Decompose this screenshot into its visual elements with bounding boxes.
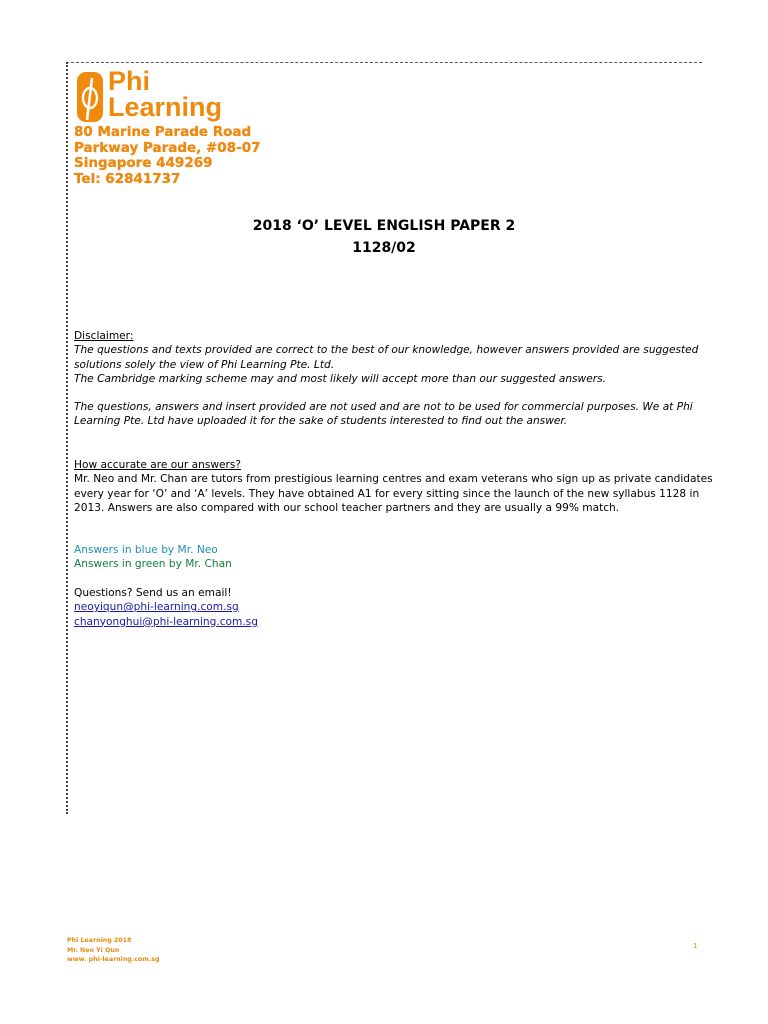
address-phone: Tel: 62841737	[74, 170, 181, 187]
contact-prompt: Questions? Send us an email!	[74, 587, 232, 599]
answer-legend	[74, 543, 714, 572]
disclaimer-heading: Disclaimer:	[74, 330, 134, 342]
contact-section	[74, 586, 714, 629]
accuracy-heading: How accurate are our answers?	[74, 459, 242, 471]
footer-line-2: Mr. Neo Yi Qun	[67, 946, 120, 954]
logo-wordmark	[108, 68, 222, 120]
page-border-top	[66, 62, 702, 63]
legend-green: Answers in green by Mr. Chan	[74, 558, 232, 571]
email-link-chan[interactable]: chanyonghui@phi-learning.com.sg	[74, 615, 258, 628]
address-line: 80 Marine Parade Road	[74, 124, 252, 140]
address-line: Parkway Parade, #08-07	[74, 139, 261, 156]
disclaimer-para-3: The questions, answers and insert provided are not used and are not to be used for commercial purposes. We at Phi Learning Pte. Ltd have uploaded it for the sake of students interested to find out the answer.	[74, 401, 693, 428]
email-link-neo[interactable]: neoyiqun@phi-learning.com.sg	[74, 601, 239, 614]
address-block	[74, 125, 261, 187]
accuracy-section	[74, 458, 714, 515]
document-title: 2018 ‘O’ LEVEL ENGLISH PAPER 2	[252, 218, 516, 234]
logo-line-1: Phi	[108, 66, 151, 96]
legend-blue: Answers in blue by Mr. Neo	[74, 544, 218, 556]
paper-code: 1128/02	[352, 240, 416, 256]
footer-line-1: Phi Learning 2018	[67, 937, 132, 944]
disclaimer-para-1: The questions and texts provided are correct to the best of our knowledge, however answers provided are suggested solutions solely the view of Phi Learning Pte. Ltd.	[74, 344, 699, 371]
footer-website: www. phi-learning.com.sg	[67, 956, 160, 963]
page-border-left	[66, 62, 68, 814]
disclaimer-section	[74, 329, 714, 429]
disclaimer-para-2: The Cambridge marking scheme may and most likely will accept more than our suggested answers.	[74, 372, 606, 385]
accuracy-body: Mr. Neo and Mr. Chan are tutors from prestigious learning centres and exam veterans who sign up as private candidates every year for ‘O’ and ‘A’ levels. They have obtained A1 for every sitting since the launch of the new syllabus 1128 in 2013. Answers are also compared with our school teacher partners and they are usually a 99% match.	[74, 473, 713, 514]
logo-line-2: Learning	[108, 92, 223, 122]
page-number: 1	[693, 942, 698, 950]
footer	[67, 936, 159, 965]
address-line: Singapore 449269	[74, 155, 213, 171]
